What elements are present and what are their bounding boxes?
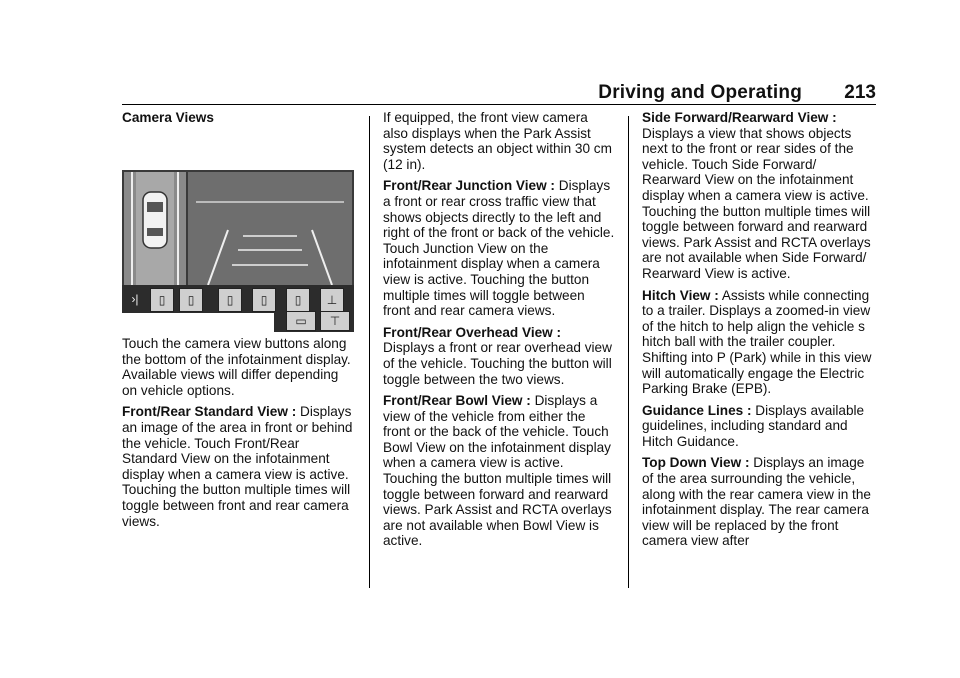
standard-view-paragraph: [122, 404, 356, 529]
side-view-term: Side Forward/Rearward View :: [642, 110, 837, 125]
guidance-lines-body: Displays available guidelines, including standard and Hitch Guidance.: [642, 402, 865, 449]
bowl-view-paragraph: [383, 393, 615, 549]
page-number: 213: [844, 82, 876, 103]
intro-paragraph: Touch the camera view buttons along the bottom of the infotainment display. Available views will differ depending on vehicle options.: [122, 336, 351, 398]
column-1: [122, 110, 356, 132]
top-down-view-paragraph: [642, 455, 878, 549]
top-down-view-term: Top Down View :: [642, 455, 750, 471]
car-icon: ▯: [226, 293, 234, 307]
header-title: Driving and Operating: [598, 82, 802, 103]
extra-buttons-callout: [274, 312, 354, 332]
side-view-paragraph: [642, 110, 878, 282]
column-3: [642, 110, 878, 555]
bowl-view-term: Front/Rear Bowl View :: [383, 393, 531, 409]
side-view-body: Displays a view that shows objects next to the front or rear sides of the vehicle. Touch Side Forward/ Rearward View on the infotainment display when a camera view is active. Touching the button multiple times will toggle between forward and rearward views. Park Assist and RCTA overlays are not available when Side Forward/ Rearward View is active.: [642, 125, 871, 281]
car-top-icon: [124, 172, 186, 285]
standard-view-button[interactable]: [150, 288, 174, 312]
guidance-icon: ⊤: [329, 314, 341, 328]
bowl-view-body: Displays a view of the vehicle from either the front or the back of the vehicle. Touch Bowl View on the infotainment display when a camera view is active. Touching the button multiple times will toggle between forward and rearward views. Park Assist and RCTA overlays are not available when Bowl View is active.: [383, 393, 612, 549]
bowl-view-button[interactable]: [252, 288, 276, 312]
page-header: [122, 82, 876, 106]
overhead-view-body: Displays a front or rear overhead view of the vehicle. Touching the button will toggle between the two views.: [383, 340, 612, 387]
standard-view-body: Displays an image of the area in front or behind the vehicle. Touch Front/Rear Standard View on the infotainment display when a camera view is active. Touching the button multiple times will toggle between front and rear camera views.: [122, 404, 353, 529]
infotainment-screen: [122, 170, 354, 313]
column-1-body: [122, 336, 356, 535]
car-icon: ▯: [260, 293, 268, 307]
guidance-lines-paragraph: [642, 403, 878, 450]
header-rule: [122, 104, 876, 105]
overhead-view-button[interactable]: [218, 288, 242, 312]
guidance-lines-button[interactable]: [320, 311, 350, 331]
column-divider-1: [369, 116, 370, 588]
column-2: [383, 110, 615, 555]
top-down-view-button[interactable]: [286, 311, 316, 331]
hitch-view-term: Hitch View :: [642, 287, 719, 303]
rear-camera-view: [188, 172, 352, 285]
lead-paragraph: If equipped, the front view camera also displays when the Park Assist system detects an object within 30 cm (12 in).: [383, 110, 612, 172]
side-view-button[interactable]: [286, 288, 310, 312]
camera-button-row: [122, 285, 354, 313]
camera-views-figure: [122, 170, 354, 332]
hitch-view-body: Assists while connecting to a trailer. Displays a zoomed-in view of the hitch to help align the vehicle s hitch ball with the trailer coupler. Shifting into P (Park) while in this view will automatically engage the Electric Parking Brake (EPB).: [642, 287, 872, 397]
next-arrow-icon[interactable]: ›|: [131, 292, 139, 306]
overhead-view-term: Front/Rear Overhead View :: [383, 324, 562, 340]
overhead-view-paragraph: [383, 325, 615, 387]
column-divider-2: [628, 116, 629, 588]
car-icon: ▭: [295, 314, 307, 328]
hitch-view-paragraph: [642, 288, 878, 397]
guidance-lines-term: Guidance Lines :: [642, 402, 752, 418]
car-icon: ▯: [187, 293, 195, 307]
car-icon: ▯: [294, 293, 302, 307]
top-down-view-body: Displays an image of the area surrounding the vehicle, along with the rear camera view in the infotainment display. The rear camera view will be replaced by the front camera view after: [642, 455, 871, 549]
standard-view-term: Front/Rear Standard View :: [122, 404, 297, 420]
hitch-view-button[interactable]: [320, 288, 344, 312]
junction-view-body: Displays a front or rear cross traffic view that shows objects directly to the left and right of the front or back of the vehicle. Touch Junction View on the infotainment display when a camera view is active. Touching the button multiple times will toggle between front and rear camera views.: [383, 178, 615, 319]
hitch-icon: ⊥: [326, 293, 338, 307]
car-icon: ▯: [158, 293, 166, 307]
section-title: Camera Views: [122, 110, 214, 125]
junction-view-term: Front/Rear Junction View :: [383, 178, 555, 194]
junction-view-paragraph: [383, 178, 615, 318]
top-down-view: [124, 172, 186, 285]
junction-view-button[interactable]: [179, 288, 203, 312]
guidance-lines-icon: [188, 172, 352, 285]
